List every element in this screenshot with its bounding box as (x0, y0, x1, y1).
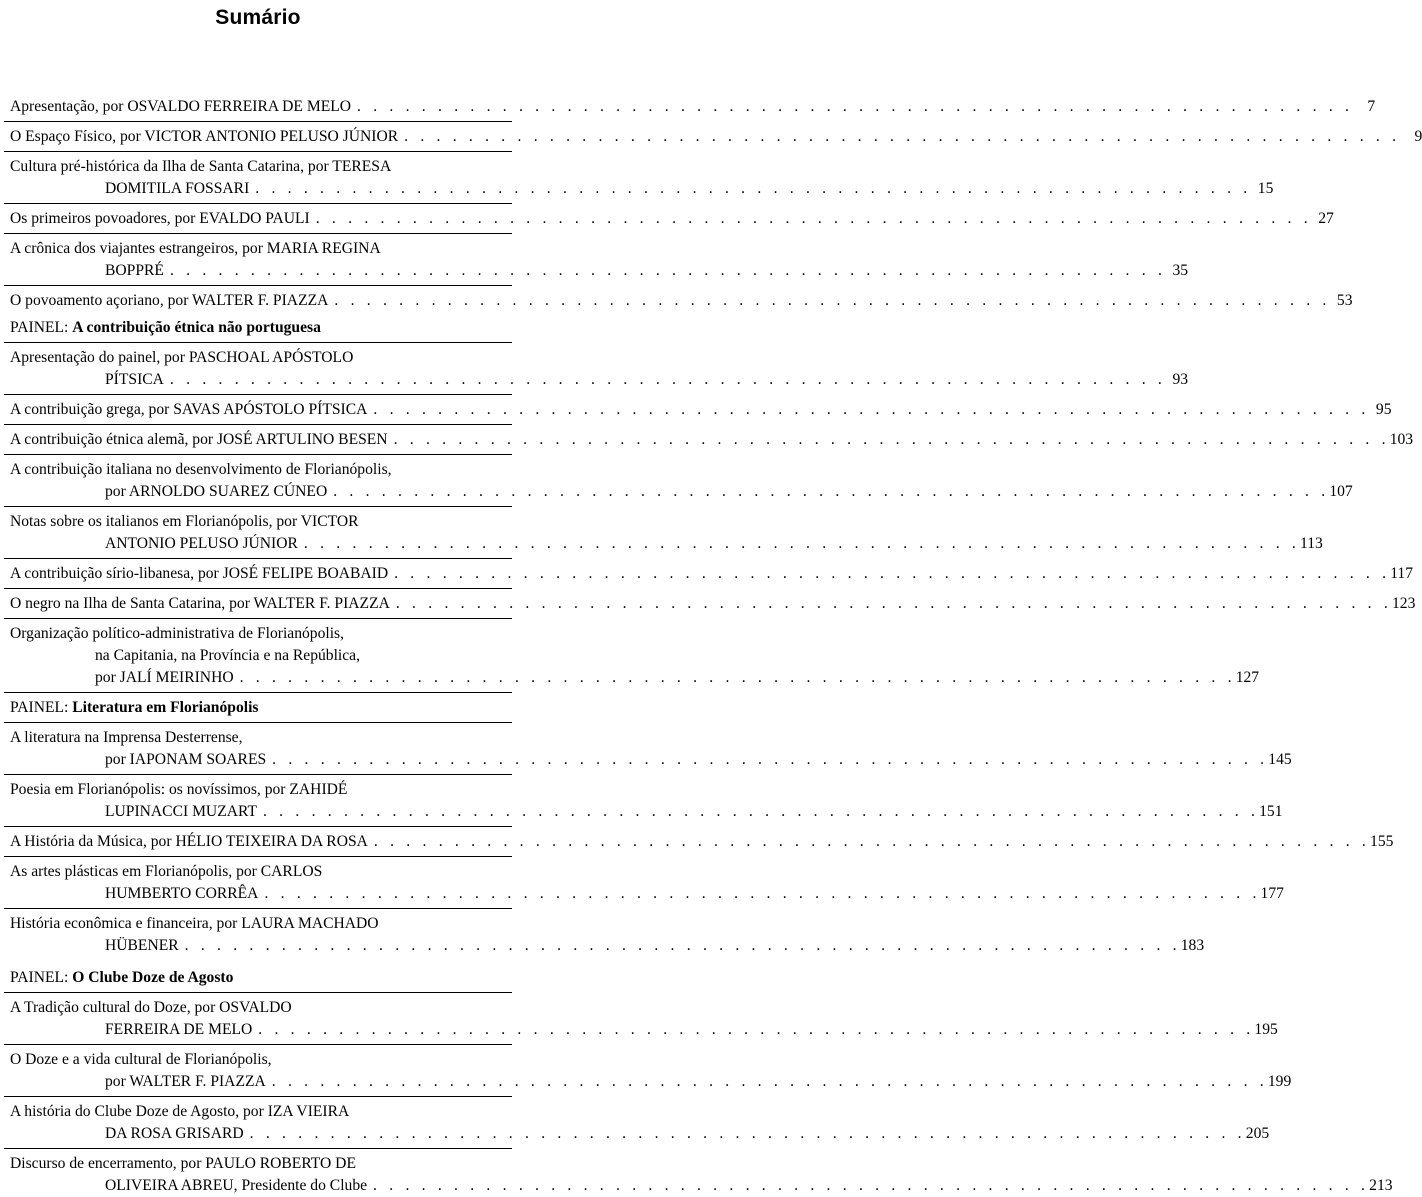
divider (4, 394, 512, 395)
toc-entry-text: A contribuição grega, por SAVAS APÓSTOLO PÍTSICA (10, 401, 368, 418)
toc-entry-text: HUMBERTO CORRÊA (105, 885, 259, 902)
page-number: 117 (1390, 565, 1414, 582)
divider (4, 203, 512, 204)
page-number: 177 (1260, 885, 1284, 902)
page-number: 7 (1367, 98, 1376, 115)
divider (4, 826, 512, 827)
toc-entry-final-line (10, 1019, 1278, 1041)
panel-heading-ethnic (10, 317, 516, 339)
table-of-contents (0, 96, 1422, 1197)
divider (4, 342, 512, 343)
toc-entry (10, 1153, 1393, 1197)
toc-entry (10, 623, 1260, 689)
page-number: 151 (1259, 803, 1283, 820)
dot-leader: . . . . . . . . . . . . . . . . . . . . . . . . . . . . . . . . . . . . . . . . . . . . . . . . . . . . . . . . . . . . . . (264, 885, 1261, 902)
toc-entry (10, 727, 1292, 771)
toc-entry-text: por ARNOLDO SUAREZ CÚNEO (105, 483, 328, 500)
toc-entry-final-line (10, 399, 1392, 421)
toc-entry-final-line (10, 260, 1189, 282)
dot-leader: . . . . . . . . . . . . . . . . . . . . . . . . . . . . . . . . . . . . . . . . . . . . . . . . . . . . . . . . . . . . . . (272, 751, 1269, 768)
toc-entry-line: A crônica dos viajantes estrangeiros, por MARIA REGINA (10, 240, 381, 257)
toc-entry-final-line (10, 208, 1334, 230)
toc-entry-text: PÍTSICA (105, 371, 164, 388)
toc-entry (10, 861, 1284, 905)
toc-entry-final-line (10, 831, 1394, 853)
toc-entry (10, 511, 1323, 555)
toc-entry-text: O negro na Ilha de Santa Catarina, por WALTER F. PIAZZA (10, 595, 390, 612)
toc-group-opening (0, 96, 1422, 312)
toc-entry-final-line (10, 1175, 1393, 1197)
panel-label: PAINEL: (10, 699, 69, 716)
dot-leader: . . . . . . . . . . . . . . . . . . . . . . . . . . . . . . . . . . . . . . . . . . . . . . . . . . . . . . . . . . . . . . (334, 292, 1331, 309)
dot-leader: . . . . . . . . . . . . . . . . . . . . . . . . . . . . . . . . . . . . . . . . . . . . . . . . . . . . . . . . . . . . . . (315, 210, 1312, 227)
toc-entry-text: por IAPONAM SOARES (105, 751, 267, 768)
dot-leader: . . . . . . . . . . . . . . . . . . . . . . . . . . . . . . . . . . . . . . . . . . . . . . . . . . . . . . . . . . . . . . (404, 128, 1401, 145)
toc-entry (10, 593, 1416, 615)
dot-leader: . . . . . . . . . . . . . . . . . . . . . . . . . . . . . . . . . . . . . . . . . . . . . . . . . . . . . . . . . . . . . . (303, 535, 1301, 552)
toc-entry-line: Poesia em Florianópolis: os novíssimos, por ZAHIDÉ (10, 781, 348, 798)
toc-entry-text: Apresentação, por OSVALDO FERREIRA DE MELO (10, 98, 352, 115)
page-number: 107 (1329, 483, 1353, 500)
panel-label: PAINEL: (10, 319, 69, 336)
toc-entry-text: por WALTER F. PIAZZA (105, 1073, 266, 1090)
toc-entry-line: Notas sobre os italianos em Florianópolis, por VICTOR (10, 513, 359, 530)
toc-entry-final-line (10, 126, 1422, 148)
toc-entry-line: A Tradição cultural do Doze, por OSVALDO (10, 999, 292, 1016)
page-number: 9 (1414, 128, 1422, 145)
divider (4, 454, 512, 455)
page-number: 183 (1180, 937, 1205, 954)
toc-entry-line: A história do Clube Doze de Agosto, por IZA VIEIRA (10, 1103, 350, 1120)
toc-entry-text: ANTONIO PELUSO JÚNIOR (105, 535, 298, 552)
toc-entry-line: O Doze e a vida cultural de Florianópolis, (10, 1051, 272, 1068)
toc-entry-final-line (10, 667, 1260, 689)
toc-entry (10, 997, 1278, 1041)
divider (4, 424, 512, 425)
toc-entry-text: FERREIRA DE MELO (105, 1021, 253, 1038)
dot-leader: . . . . . . . . . . . . . . . . . . . . . . . . . . . . . . . . . . . . . . . . . . . . . . . . . . . . . . . . . . . . . . (255, 180, 1252, 197)
toc-entry-line: Discurso de encerramento, por PAULO ROBERTO DE (10, 1155, 356, 1172)
toc-entry-text: A História da Música, por HÉLIO TEIXEIRA DA ROSA (10, 833, 368, 850)
page-number: 93 (1172, 371, 1189, 388)
divider (4, 558, 512, 559)
divider (4, 908, 512, 909)
toc-entry-text: A contribuição sírio-libanesa, por JOSÉ FELIPE BOABAID (10, 565, 389, 582)
panel-heading-club (10, 967, 516, 989)
toc-entry (10, 459, 1353, 503)
toc-entry-text: DA ROSA GRISARD (105, 1125, 244, 1142)
page-number: 95 (1375, 401, 1392, 418)
divider (4, 618, 512, 619)
toc-entry-final-line (10, 593, 1416, 615)
toc-entry-final-line (10, 178, 1274, 200)
toc-entry-text: HÜBENER (105, 937, 179, 954)
toc-group-literature (0, 727, 1394, 957)
toc-entry (10, 156, 1274, 200)
toc-entry-final-line (10, 883, 1284, 905)
divider (4, 1148, 512, 1149)
toc-entry (10, 831, 1394, 853)
toc-entry (10, 126, 1422, 148)
toc-entry-text: DOMITILA FOSSARI (105, 180, 250, 197)
divider (4, 588, 512, 589)
divider (4, 506, 512, 507)
page-number: 213 (1369, 1177, 1393, 1194)
dot-leader: . . . . . . . . . . . . . . . . . . . . . . . . . . . . . . . . . . . . . . . . . . . . . . . . . . . . . . . . . . . . . . (258, 1021, 1255, 1038)
page-number: 103 (1389, 431, 1414, 448)
divider (4, 722, 512, 723)
toc-entry-final-line (10, 1071, 1292, 1093)
toc-entry-line: na Capitania, na Província e na República, (95, 647, 361, 664)
page-number: 145 (1268, 751, 1292, 768)
toc-entry (10, 238, 1189, 282)
toc-entry-final-line (10, 563, 1414, 585)
toc-entry-final-line (10, 429, 1414, 451)
toc-entry-text: A contribuição étnica alemã, por JOSÉ ARTULINO BESEN (10, 431, 388, 448)
dot-leader: . . . . . . . . . . . . . . . . . . . . . . . . . . . . . . . . . . . . . . . . . . . . . . . . . . . . . . . . . . . . . . (373, 833, 1371, 850)
toc-entry-final-line (10, 801, 1283, 823)
divider (4, 285, 512, 286)
dot-leader: . . . . . . . . . . . . . . . . . . . . . . . . . . . . . . . . . . . . . . . . . . . . . . . . . . . . . . . . . . . . . . (271, 1073, 1268, 1090)
toc-entry-text: OLIVEIRA ABREU, Presidente do Clube (105, 1177, 368, 1194)
page-number: 27 (1318, 210, 1334, 227)
toc-entry-line: Apresentação do painel, por PASCHOAL APÓSTOLO (10, 349, 354, 366)
toc-entry-line: A literatura na Imprensa Desterrense, (10, 729, 243, 746)
page-number: 53 (1336, 292, 1353, 309)
divider (4, 856, 512, 857)
dot-leader: . . . . . . . . . . . . . . . . . . . . . . . . . . . . . . . . . . . . . . . . . . . . . . . . . . . . . . . . . . . . . . (394, 565, 1391, 582)
toc-entry (10, 779, 1283, 823)
dot-leader: . . . . . . . . . . . . . . . . . . . . . . . . . . . . . . . . . . . . . . . . . . . . . . . . . . . . . . . . . . . . . . (184, 937, 1181, 954)
toc-entry-text: O Espaço Físico, por VICTOR ANTONIO PELUSO JÚNIOR (10, 128, 399, 145)
panel-title: A contribuição étnica não portuguesa (72, 319, 321, 336)
dot-leader: . . . . . . . . . . . . . . . . . . . . . . . . . . . . . . . . . . . . . . . . . . . . . . . . . . . . . . . . . . . . . . (373, 401, 1370, 418)
page-number: 15 (1257, 180, 1274, 197)
page-number: 155 (1370, 833, 1394, 850)
page-number: 35 (1172, 262, 1189, 279)
toc-entry-final-line (10, 1123, 1270, 1145)
panel-heading-literature (10, 697, 516, 719)
toc-entry (10, 913, 1205, 957)
dot-leader: . . . . . . . . . . . . . . . . . . . . . . . . . . . . . . . . . . . . . . . . . . . . . . . . . . . . . . . . . . . . . . (373, 1177, 1370, 1194)
divider (4, 1044, 512, 1045)
toc-entry-final-line (10, 290, 1353, 312)
toc-entry (10, 347, 1189, 391)
divider (4, 1096, 512, 1097)
toc-entry-final-line (10, 749, 1292, 771)
toc-entry-text: Os primeiros povoadores, por EVALDO PAULI (10, 210, 310, 227)
toc-entry (10, 563, 1414, 585)
toc-entry (10, 96, 1376, 118)
toc-entry-final-line (10, 935, 1205, 957)
toc-entry-final-line (10, 481, 1353, 503)
panel-label: PAINEL: (10, 969, 69, 986)
page-number: 195 (1254, 1021, 1278, 1038)
toc-entry-final-line (10, 96, 1376, 118)
toc-entry (10, 290, 1353, 312)
divider (4, 774, 512, 775)
toc-entry-text: O povoamento açoriano, por WALTER F. PIAZZA (10, 292, 329, 309)
toc-entry-text: por JALÍ MEIRINHO (95, 669, 234, 686)
dot-leader: . . . . . . . . . . . . . . . . . . . . . . . . . . . . . . . . . . . . . . . . . . . . . . . . . . . . . . . . . . . . . . (333, 483, 1330, 500)
toc-group-ethnic (0, 347, 1416, 689)
toc-entry-line: A contribuição italiana no desenvolvimento de Florianópolis, (10, 461, 392, 478)
page-number: 127 (1235, 669, 1260, 686)
dot-leader: . . . . . . . . . . . . . . . . . . . . . . . . . . . . . . . . . . . . . . . . . . . . . . . . . . . . . . . . . . . . . . (262, 803, 1260, 820)
dot-leader: . . . . . . . . . . . . . . . . . . . . . . . . . . . . . . . . . . . . . . . . . . . . . . . . . . . . . . . . . . . . . . (395, 595, 1392, 612)
toc-entry (10, 1049, 1292, 1093)
divider (4, 992, 512, 993)
page-number: 123 (1391, 595, 1416, 612)
toc-entry-final-line (10, 533, 1323, 555)
page-number: 205 (1245, 1125, 1270, 1142)
dot-leader: . . . . . . . . . . . . . . . . . . . . . . . . . . . . . . . . . . . . . . . . . . . . . . . . . . . . . . . . . . . . . . (393, 431, 1390, 448)
dot-leader: . . . . . . . . . . . . . . . . . . . . . . . . . . . . . . . . . . . . . . . . . . . . . . . . . . . . . . . . . . . . . . (357, 98, 1354, 115)
page-title: Sumário (215, 6, 301, 29)
dot-leader: . . . . . . . . . . . . . . . . . . . . . . . . . . . . . . . . . . . . . . . . . . . . . . . . . . . . . . . . . . . . . . (249, 1125, 1246, 1142)
toc-entry (10, 1101, 1270, 1145)
page-number: 199 (1267, 1073, 1292, 1090)
panel-title: O Clube Doze de Agosto (72, 969, 234, 986)
toc-entry (10, 208, 1334, 230)
page-number: 113 (1300, 535, 1323, 552)
toc-entry-final-line (10, 369, 1189, 391)
toc-entry (10, 399, 1392, 421)
toc-entry-text: LUPINACCI MUZART (105, 803, 257, 820)
toc-entry-line: Organização político-administrativa de Florianópolis, (10, 625, 345, 642)
panel-title: Literatura em Florianópolis (72, 699, 259, 716)
divider (4, 121, 512, 122)
dot-leader: . . . . . . . . . . . . . . . . . . . . . . . . . . . . . . . . . . . . . . . . . . . . . . . . . . . . . . . . . . . . . . (239, 669, 1236, 686)
toc-entry (10, 429, 1414, 451)
dot-leader: . . . . . . . . . . . . . . . . . . . . . . . . . . . . . . . . . . . . . . . . . . . . . . . . . . . . . . . . . . . . . . (169, 371, 1167, 388)
toc-entry-line: História econômica e financeira, por LAURA MACHADO (10, 915, 379, 932)
divider (4, 151, 512, 152)
toc-group-club (0, 997, 1393, 1197)
divider (4, 692, 512, 693)
toc-entry-line: As artes plásticas em Florianópolis, por CARLOS (10, 863, 323, 880)
divider (4, 233, 512, 234)
toc-entry-line: Cultura pré-histórica da Ilha de Santa Catarina, por TERESA (10, 158, 392, 175)
dot-leader: . . . . . . . . . . . . . . . . . . . . . . . . . . . . . . . . . . . . . . . . . . . . . . . . . . . . . . . . . . . . . . (169, 262, 1167, 279)
toc-entry-text: BOPPRÉ (105, 262, 164, 279)
